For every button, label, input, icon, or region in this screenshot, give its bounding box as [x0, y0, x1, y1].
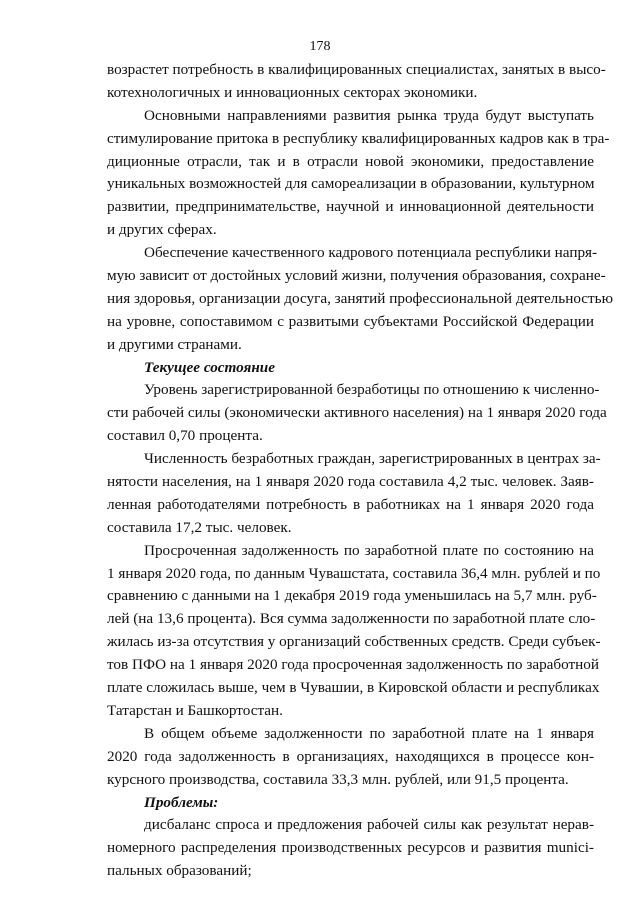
paragraph [107, 105, 610, 242]
section-heading: Проблемы: [144, 793, 219, 811]
text-line: и другими странами. [107, 335, 242, 353]
paragraph [107, 723, 594, 792]
paragraph [107, 59, 606, 105]
text-line: мую зависит от достойных условий жизни, получения образования, сохране- [107, 267, 606, 285]
paragraph [107, 540, 601, 723]
text-line: Просроченная задолженность по заработной плате по состоянию на [144, 541, 594, 559]
page-number: 178 [309, 39, 331, 54]
text-line: номерного распределения производственных ресурсов и развития munici- [107, 839, 594, 857]
text-line: нятости населения, на 1 января 2020 года составила 4,2 тыс. человек. Заяв- [107, 473, 594, 491]
paragraph [107, 814, 594, 883]
text-line: Татарстан и Башкортостан. [107, 701, 283, 719]
text-line: сти рабочей силы (экономически активного населения) на 1 января 2020 года [107, 404, 607, 422]
text-line: стимулирование притока в республику квалифицированных кадров как в тра- [107, 129, 610, 147]
text-line: диционные отрасли, так и в отрасли новой экономики, предоставление [107, 152, 594, 170]
text-line: плате сложилась выше, чем в Чувашии, в Кировской области и республиках [107, 679, 600, 697]
text-line: дисбаланс спроса и предложения рабочей силы как результат нерав- [144, 816, 594, 834]
text-line: курсного производства, составила 33,3 млн. рублей, или 91,5 процента. [107, 770, 569, 788]
text-line: жилась из-за отсутствия у организаций собственных средств. Среди субъек- [107, 633, 601, 651]
text-line: составила 17,2 тыс. человек. [107, 518, 292, 536]
section-heading: Текущее состояние [144, 358, 275, 376]
text-line: Обеспечение качественного кадрового потенциала республики напря- [144, 244, 598, 262]
paragraph [107, 448, 601, 540]
text-line: на уровне, сопоставимом с развитыми субъектами Российской Федерации [107, 312, 594, 330]
document-body [107, 59, 613, 883]
text-line: котехнологичных и инновационных секторах экономики. [107, 83, 478, 101]
text-line: лей (на 13,6 процента). Вся сумма задолженности по заработной плате сло- [107, 610, 596, 628]
text-line: пальных образований; [107, 862, 252, 880]
text-line: Основными направлениями развития рынка труда будут выступать [144, 106, 594, 124]
paragraph [107, 242, 613, 356]
text-line: тов ПФО на 1 января 2020 года просроченная задолженность по заработной [107, 656, 600, 674]
paragraph [107, 379, 607, 448]
text-line: Уровень зарегистрированной безработицы по отношению к численно- [144, 381, 600, 399]
text-line: ния здоровья, организации досуга, занятий профессиональной деятельностью [107, 289, 613, 307]
text-line: и других сферах. [107, 221, 217, 239]
text-line: развитии, предпринимательстве, научной и инновационной деятельности [107, 198, 594, 216]
text-line: 1 января 2020 года, по данным Чувашстата, составила 36,4 млн. рублей и по [107, 564, 601, 582]
text-line: В общем объеме задолженности по заработной плате на 1 января [144, 724, 594, 742]
text-line: 2020 года задолженность в организациях, находящихся в процессе кон- [107, 747, 594, 765]
text-line: Численность безработных граждан, зарегистрированных в центрах за- [144, 450, 601, 468]
text-line: ленная работодателями потребность в работниках на 1 января 2020 года [107, 495, 594, 513]
text-line: уникальных возможностей для самореализации в образовании, культурном [107, 175, 595, 193]
text-line: возрастет потребность в квалифицированных специалистах, занятых в высо- [107, 61, 606, 78]
text-line: составил 0,70 процента. [107, 427, 263, 445]
text-line: сравнению с данными на 1 декабря 2019 года уменьшилась на 5,7 млн. руб- [107, 587, 597, 605]
